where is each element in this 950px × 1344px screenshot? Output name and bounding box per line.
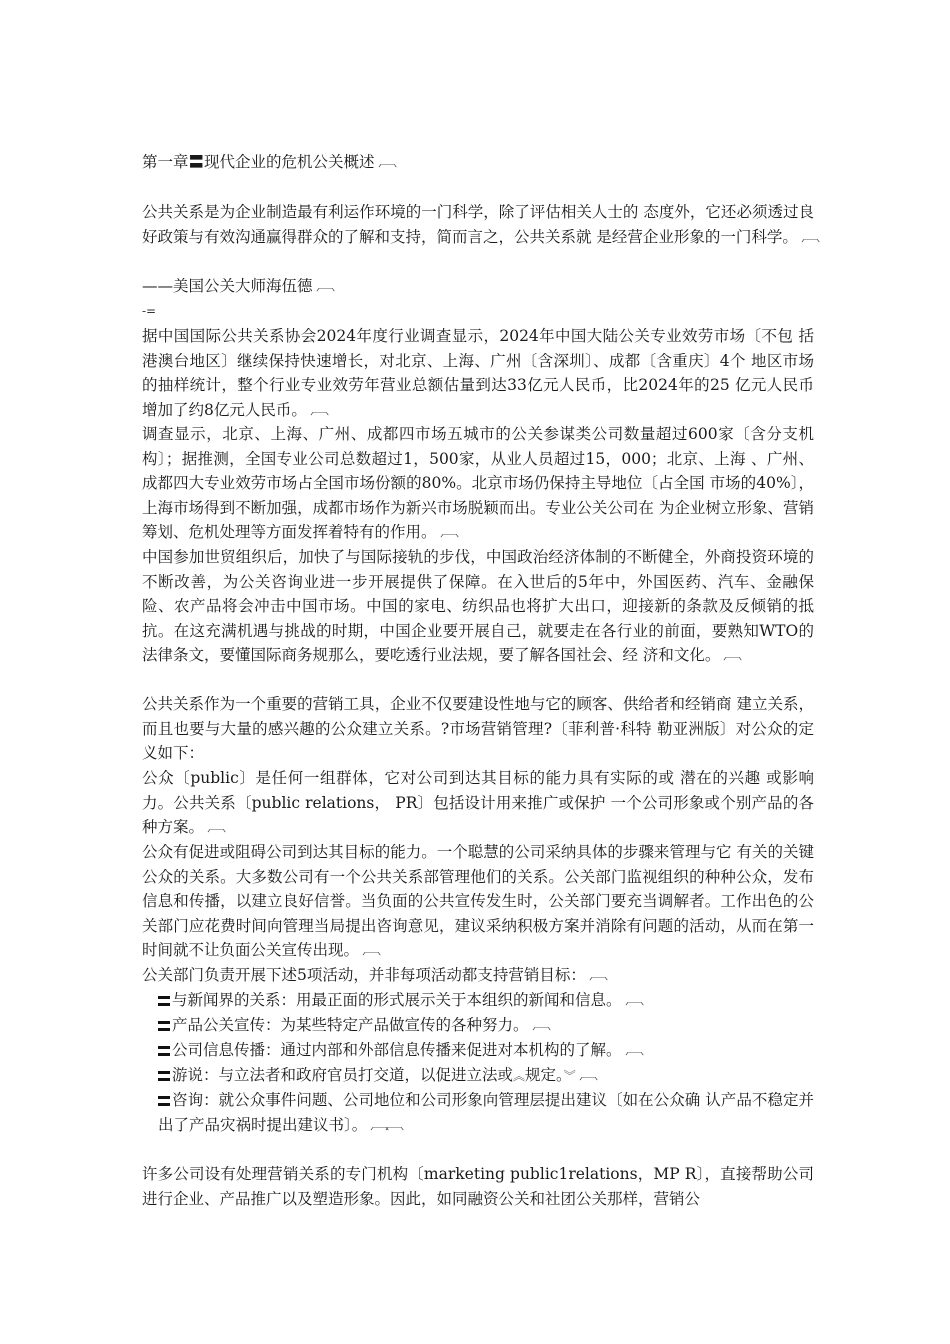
paragraph-mark-icon: ︹ xyxy=(578,1068,599,1082)
paragraph-public-definition: 公众〔public〕是任何一组群体，它对公司到达其目标的能力具有实际的或 潜在的兴趣 或影响力。公共关系〔public relations， PR〕包括设计用来推广或保护 一个公司形象或个别产品的各种方案。 ︹ xyxy=(142,769,814,836)
paragraph-five-activities-intro: 公关部门负责开展下述5项活动，并非每项活动都支持营销目标： ︹ xyxy=(142,966,609,984)
paragraph-mark-icon: ︹ xyxy=(624,993,644,1007)
paragraph-market-survey: 据中国国际公共关系协会2024年度行业调查显示，2024年中国大陆公关专业效劳市场〔不包 括港澳台地区〕继续保持快速增长，对北京、上海、广州〔含深圳〕、成都〔含重庆〕4个 地区市场的抽样统计，整个行业专业效劳年营业总额估量到达33亿元人民币，比2024年的25 亿元人民币增加了约8亿元人民币。 ︹ xyxy=(142,327,814,419)
bullet-icon xyxy=(158,1071,170,1081)
paragraph-mark-icon: ︹ xyxy=(377,155,397,169)
list-item: 与新闻界的关系：用最正面的形式展示关于本组织的新闻和信息。 ︹ xyxy=(142,988,814,1013)
paragraph-mark-icon: ︹ xyxy=(315,279,335,293)
paragraph-marketing-tool: 公共关系作为一个重要的营销工具，企业不仅要建设性地与它的顾客、供给者和经销商 建立关系，而且也要与大量的感兴趣的公众建立关系。?市场营销管理?〔菲利普·科特 勒亚洲版〕对公众的定义如下： xyxy=(142,695,814,762)
bullet-icon xyxy=(158,996,170,1006)
paragraph-mpr: 许多公司设有处理营销关系的专门机构〔marketing public1relations，MP R〕，直接帮助公司进行企业、产品推广以及塑造形象。因此，如同融资公关和社团公关那样，营销公 xyxy=(142,1165,814,1208)
quote-attribution: ——美国公关大师海伍德 ︹ xyxy=(142,277,335,295)
paragraph-mark-icon: ︹ xyxy=(800,229,821,244)
paragraph-wto: 中国参加世贸组织后，加快了与国际接轨的步伐，中国政治经济体制的不断健全，外商投资环境的不断改善，为公关咨询业进一步开展提供了保障。在入世后的5年中，外国医药、汽车、金融保险、农产品将会冲击中国市场。中国的家电、纺织品也将扩大出口，迎接新的条款及反倾销的抵抗。在这充满机遇与挑战的时期，中国企业要开展自己，就要走在各行业的前面，要熟知WTO的法律条文，要懂国际商务规那么，要吃透行业法规，要了解各国社会、经 济和文化。 ︹ xyxy=(142,548,814,664)
chapter-title: 第一章〓现代企业的危机公关概述 ︹ xyxy=(142,153,397,171)
list-item: 游说：与立法者和政府官员打交道，以促进立法或︽规定。︾ ︹ xyxy=(142,1063,814,1089)
paragraph-mark-icon: ︹ xyxy=(309,402,330,417)
list-item: 产品公关宣传：为某些特定产品做宣传的各种努力。 ︹ xyxy=(142,1013,814,1038)
paragraph-mark-icon: ︹ xyxy=(362,943,382,957)
paragraph-mark-icon: ︹ xyxy=(723,648,743,662)
bullet-icon xyxy=(158,1046,170,1056)
paragraph-mark-icon: ︹ xyxy=(439,525,459,539)
paragraph-city-statistics: 调查显示，北京、上海、广州、成都四市场五城市的公关参谋类公司数量超过600家〔含分支机构〕；据推测，全国专业公司总数超过1，500家，从业人员超过15，000；北京、上海 、广州、成都四大专业效劳市场占全国市场份额的80%。北京市场仍保持主导地位〔占全国 市场的40%〕，上海市场得到不断加强，成都市场作为新兴市场脱颖而出。专业公关公司在 为企业树立形象、营销筹划、危机处理等方面发挥着特有的作用。 ︹ xyxy=(142,425,814,541)
caret-up-icon: ︽ xyxy=(513,1069,526,1083)
paragraph-pr-department: 公众有促进或阻碍公司到达其目标的能力。一个聪慧的公司采纳具体的步骤来管理与它 有关的关键公众的关系。大多数公司有一个公共关系部管理他们的关系。公关部门监视组织的种种公众，发布信息和传播，以建立良好信誉。当负面的公共宣传发生时，公关部门要充当调解者。工作出色的公关部门应花费时间向管理当局提出咨询意见，建议采纳积极方案并消除有问题的活动，从而在第一时间就不让负面公关宣传出现。 ︹ xyxy=(142,843,814,959)
paragraph-mark-icon: ︹ xyxy=(624,1043,644,1057)
opening-quote: 公共关系是为企业制造最有利运作环境的一门科学，除了评估相关人士的 态度外，它还必须透过良好政策与有效沟通赢得群众的了解和支持，简而言之，公共关系就 是经营企业形象的一门科学。 ︹ xyxy=(142,203,821,246)
bullet-icon xyxy=(158,1021,170,1031)
paragraph-mark-icon: ︹ xyxy=(207,820,227,834)
paragraph-mark-icon: ︹ xyxy=(531,1018,551,1032)
list-item: 咨询：就公众事件问题、公司地位和公司形象向管理层提出建议〔如在公众确 认产品不稳定并出了产品灾祸时提出建议书〕。 ︹︹ xyxy=(158,1091,814,1134)
bullet-icon xyxy=(158,1096,170,1106)
stray-mark: -= xyxy=(142,304,157,318)
list-item: 公司信息传播：通过内部和外部信息传播来促进对本机构的了解。 ︹ xyxy=(142,1038,814,1063)
paragraph-mark-icon: ︹ xyxy=(370,1117,390,1132)
caret-down-icon: ︾ xyxy=(563,1069,576,1083)
paragraph-mark-icon: ︹ xyxy=(588,968,609,982)
paragraph-mark-icon: ︹ xyxy=(385,1117,405,1132)
